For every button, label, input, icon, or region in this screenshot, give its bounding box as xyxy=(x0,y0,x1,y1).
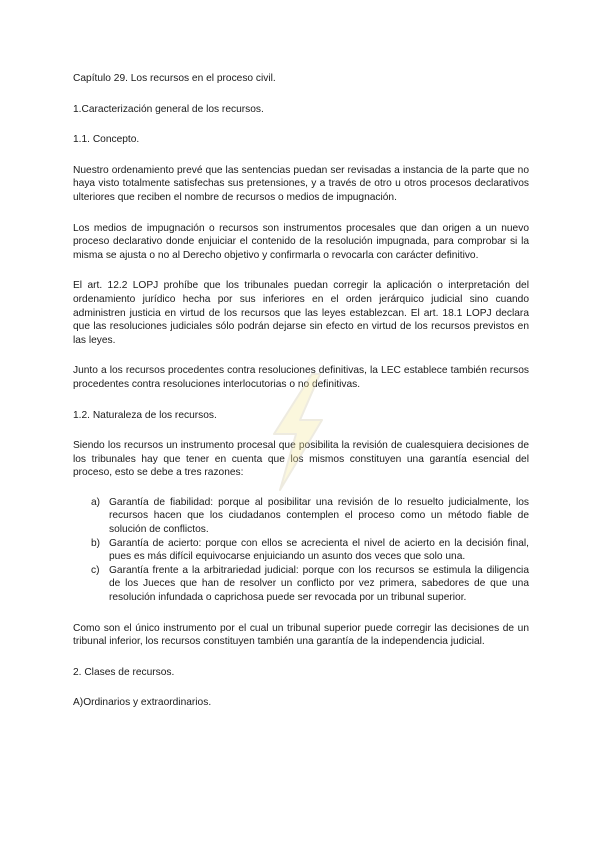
subsection-a-title: A)Ordinarios y extraordinarios. xyxy=(73,697,212,709)
paragraph-naturaleza-intro: Siendo los recursos un instrumento procesal que posibilita la revisión de cualesquiera decisiones de los tribunales hay que tener en cuenta que los mismos constituyen una garantía esencial del proceso, esto se debe a tres razones: xyxy=(73,440,529,479)
subsection-1-1-title: 1.1. Concepto. xyxy=(73,134,140,146)
list-marker: c) xyxy=(91,564,100,576)
paragraph-concepto-2: Los medios de impugnación o recursos son instrumentos procesales que dan origen a un nuevo proceso declarativo donde enjuiciar el contenido de la resolución impugnada, para comprobar si la misma se ajusta o no al Derecho objetivo y confirmarla o revocarla con carácter definitivo. xyxy=(73,222,529,261)
guarantees-list xyxy=(73,496,529,605)
list-item xyxy=(91,537,529,564)
paragraph-concepto-1: Nuestro ordenamiento prevé que las sentencias puedan ser revisadas a instancia de la parte que no haya visto totalmente satisfechas sus pretensiones, y a través de otro u otros procesos declarativos ulteriores que reciben el nombre de recursos o medios de impugnación. xyxy=(73,164,529,203)
list-item-text: Garantía de fiabilidad: porque al posibilitar una revisión de lo resuelto judicialmente, los recursos hacen que los ciudadanos contemplen el proceso como un método fiable de solución de conflictos. xyxy=(109,496,529,536)
section-2-title: 2. Clases de recursos. xyxy=(73,666,175,678)
list-item xyxy=(91,564,529,605)
list-marker: b) xyxy=(91,537,101,549)
document-page xyxy=(73,72,529,727)
paragraph-independencia: Como son el único instrumento por el cual un tribunal superior puede corregir las decisiones de un tribunal inferior, los recursos constituyen también una garantía de la independencia judicial. xyxy=(73,622,529,648)
list-item-text: Garantía de acierto: porque con ellos se acrecienta el nivel de acierto en la decisión final, pues es más difícil equivocarse enjuiciando un asunto dos veces que solo una. xyxy=(109,537,529,563)
section-1-title: 1.Caracterización general de los recursos. xyxy=(73,103,264,115)
paragraph-concepto-3: El art. 12.2 LOPJ prohíbe que los tribunales puedan corregir la aplicación o interpretación del ordenamiento jurídico hecha por sus inferiores en el orden jerárquico judicial sino cuando administren justicia en virtud de los recursos que las leyes establezcan. El art. 18.1 LOPJ declara que las resoluciones judiciales sólo podrán dejarse sin efecto en virtud de los recursos previstos en las leyes. xyxy=(73,280,529,346)
list-item xyxy=(91,496,529,537)
list-item-text: Garantía frente a la arbitrariedad judicial: porque con los recursos se estimula la diligencia de los Jueces que han de resolver un conflicto por vez primera, sabedores de que una resolución infundada o caprichosa puede ser revocada por un tribunal superior. xyxy=(109,564,529,604)
chapter-title: Capítulo 29. Los recursos en el proceso civil. xyxy=(73,73,276,84)
list-marker: a) xyxy=(91,496,101,508)
subsection-1-2-title: 1.2. Naturaleza de los recursos. xyxy=(73,409,217,421)
paragraph-concepto-4: Junto a los recursos procedentes contra resoluciones definitivas, la LEC establece también recursos procedentes contra resoluciones interlocutorias o no definitivas. xyxy=(73,365,529,390)
